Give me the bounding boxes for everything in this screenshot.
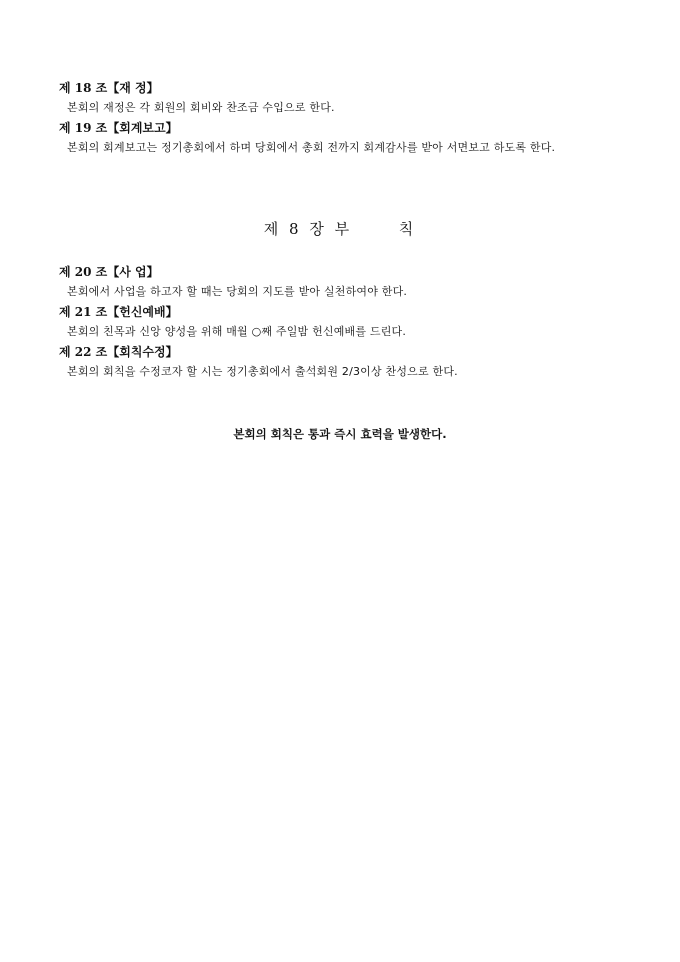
article-20-body: 본회에서 사업을 하고자 할 때는 당회의 지도를 받아 실천하여야 한다. — [67, 285, 408, 298]
article-19-heading: 제 19 조【회계보고】 — [59, 121, 178, 135]
closing-statement: 본회의 회칙은 통과 즉시 효력을 발생한다. — [233, 427, 447, 441]
article-21-heading: 제 21 조【헌신예배】 — [59, 305, 178, 319]
article-20-heading: 제 20 조【사 업】 — [59, 265, 159, 279]
article-22-heading: 제 22 조【회칙수정】 — [59, 345, 178, 359]
article-22-body: 본회의 회칙을 수정코자 할 시는 정기총회에서 출석회원 2/3이상 찬성으로 한다. — [67, 365, 458, 378]
article-18-body: 본회의 재정은 각 회원의 회비와 찬조금 수입으로 한다. — [67, 101, 335, 114]
article-19-body: 본회의 회계보고는 정기총회에서 하며 당회에서 총회 전까지 회계감사를 받아 서면보고 하도록 한다. — [67, 141, 556, 154]
article-18-heading: 제 18 조【재 정】 — [59, 81, 159, 95]
article-21-body: 본회의 친목과 신앙 양성을 위해 매월 ○째 주일밤 헌신예배를 드린다. — [67, 325, 407, 338]
chapter-8-title: 제 8 장 부 칙 — [263, 220, 417, 238]
